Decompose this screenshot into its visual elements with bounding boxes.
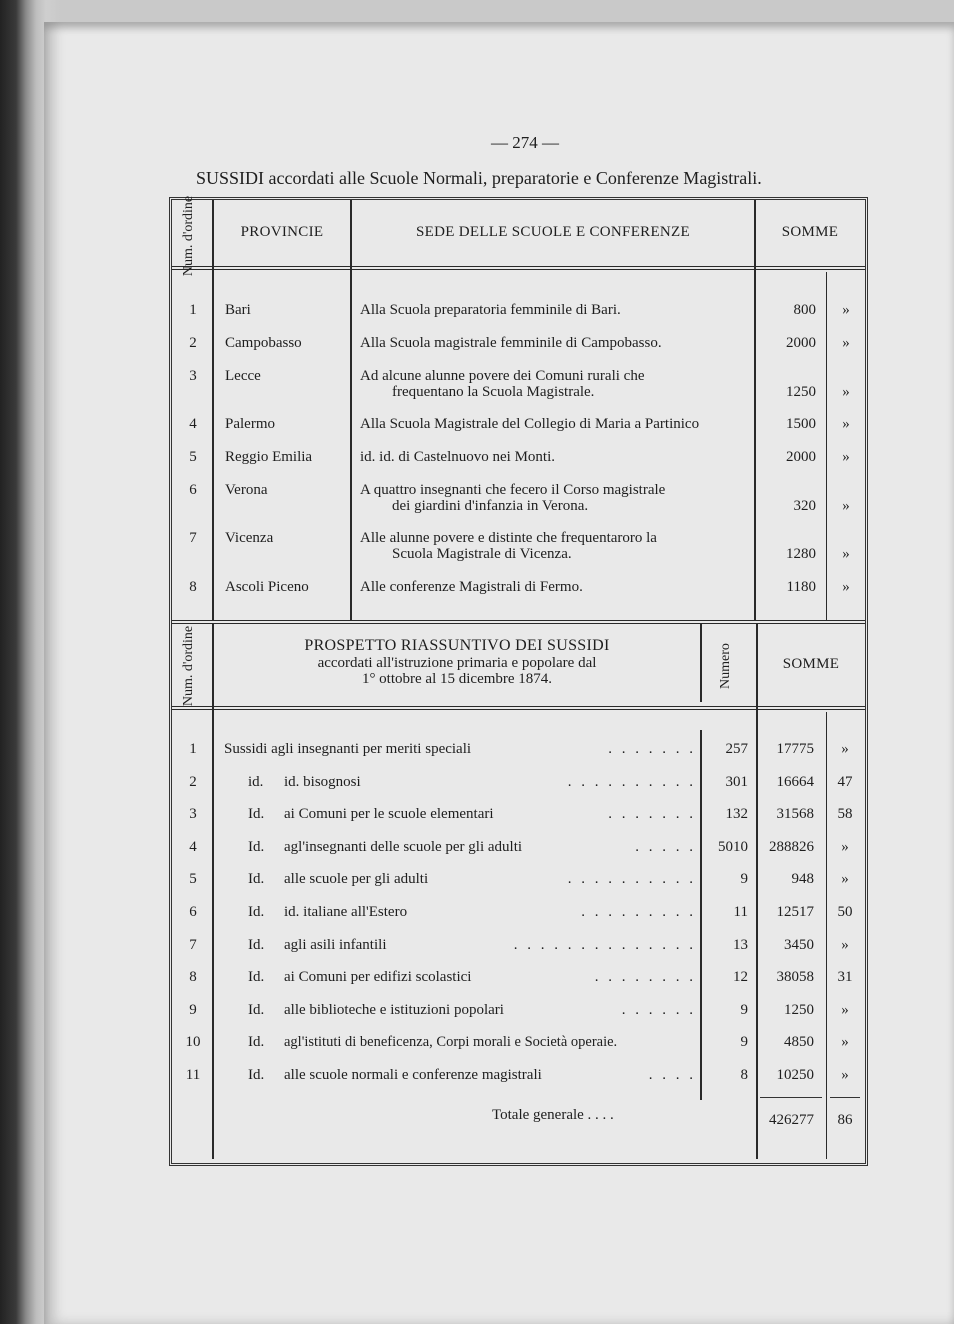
row-somma: 10250	[776, 1067, 814, 1083]
table1-divider	[350, 200, 352, 620]
row-number: 7	[189, 530, 197, 546]
row-description: Sussidi agli insegnanti per meriti speciali	[224, 741, 472, 757]
row-sede: Alle conferenze Magistrali di Fermo.	[360, 579, 583, 595]
row-number: 6	[189, 904, 197, 920]
row-somma: 4850	[784, 1034, 814, 1051]
row-dots: . . . . . . . . . .	[567, 773, 696, 790]
row-somma: 1250	[786, 384, 816, 400]
row-somma: 12517	[776, 904, 814, 920]
row-somma: 1500	[786, 416, 816, 432]
row-prefix: Id.	[248, 1067, 265, 1083]
row-description: agl'istituti di beneficenza, Corpi morali e Società operaie.	[284, 1034, 618, 1051]
row-dots: . . . . . .	[621, 1001, 696, 1018]
row-somma: 288826	[769, 838, 814, 855]
row-number: 7	[189, 936, 197, 953]
row-cent: 58	[837, 806, 853, 823]
row-provincia: Vicenza	[225, 530, 274, 546]
row-sede: Alle alunne povere e distinte che frequentaroro la	[360, 530, 657, 546]
table1-divider	[826, 272, 827, 620]
row-cent: »	[842, 449, 850, 465]
table2-divider	[700, 624, 702, 702]
row-provincia: Palermo	[225, 416, 275, 432]
total-label: Totale generale . . . .	[492, 1107, 614, 1123]
row-sede: Alla Scuola preparatoria femminile di Bari.	[360, 302, 621, 318]
row-number: 8	[189, 579, 197, 595]
row-description: alle biblioteche e istituzioni popolari	[284, 1001, 504, 1018]
row-numero: 5010	[718, 838, 748, 855]
row-number: 10	[185, 1034, 201, 1051]
row-cent: »	[841, 871, 849, 888]
row-dots: . . . . . . .	[608, 806, 696, 823]
row-somma: 948	[791, 871, 814, 888]
row-somma: 1280	[786, 546, 816, 562]
row-prefix: Id.	[248, 1001, 265, 1018]
row-cent: »	[842, 335, 850, 351]
total-rule	[760, 1097, 822, 1098]
row-cent: »	[842, 546, 850, 562]
row-prefix: Id.	[248, 1034, 265, 1051]
row-prefix: Id.	[248, 936, 265, 953]
row-sede: Alla Scuola Magistrale del Collegio di Maria a Partinico	[360, 416, 700, 432]
row-somma: 31568	[776, 806, 814, 823]
row-prefix: Id.	[248, 904, 265, 920]
total-somma: 426277	[769, 1112, 814, 1128]
row-cent: »	[841, 741, 849, 757]
row-sede: frequentano la Scuola Magistrale.	[392, 384, 595, 400]
row-somma: 1180	[786, 579, 816, 595]
table2-header-subtitle: 1° ottobre al 15 dicembre 1874.	[361, 671, 553, 687]
row-description: alle scuole per gli adulti	[284, 871, 429, 888]
row-numero: 8	[740, 1067, 748, 1083]
table1-header-provincie: PROVINCIE	[240, 224, 324, 240]
row-cent: »	[841, 838, 849, 855]
row-prefix: Id.	[248, 969, 265, 986]
row-description: agli asili infantili	[284, 936, 387, 953]
row-dots: . . . . . . .	[608, 741, 696, 757]
row-cent: 47	[837, 773, 853, 790]
table1-header-somme: SOMME	[781, 224, 839, 240]
table2-top-rule	[172, 620, 865, 624]
row-number: 11	[185, 1067, 201, 1083]
row-somma: 800	[793, 302, 816, 318]
row-somma: 16664	[776, 773, 814, 790]
row-prefix: Id.	[248, 871, 265, 888]
row-cent: »	[841, 1001, 849, 1018]
row-somma: 2000	[786, 335, 816, 351]
row-numero: 301	[725, 773, 748, 790]
total-rule	[830, 1097, 860, 1098]
row-cent: »	[842, 384, 850, 400]
row-number: 4	[189, 838, 197, 855]
row-dots: . . . . . . . .	[594, 969, 696, 986]
table1-header-num: Num. d'ordine	[181, 195, 196, 277]
row-numero: 9	[740, 871, 748, 888]
row-provincia: Reggio Emilia	[225, 449, 313, 465]
page-number: — 274 —	[491, 133, 559, 152]
row-number: 2	[189, 335, 197, 351]
row-cent: »	[842, 498, 850, 514]
row-dots: . . . . .	[635, 838, 696, 855]
row-cent: »	[842, 302, 850, 318]
row-sede: A quattro insegnanti che fecero il Corso magistrale	[360, 482, 666, 498]
row-provincia: Campobasso	[225, 335, 302, 351]
row-description: ai Comuni per le scuole elementari	[284, 806, 494, 823]
row-number: 1	[189, 741, 197, 757]
row-sede: dei giardini d'infanzia in Verona.	[392, 498, 589, 514]
row-number: 3	[189, 368, 197, 384]
row-cent: »	[841, 1067, 849, 1083]
row-provincia: Bari	[225, 302, 251, 318]
row-description: id. bisognosi	[284, 773, 361, 790]
row-cent: 50	[837, 904, 853, 920]
row-numero: 12	[733, 969, 748, 986]
row-cent: 31	[837, 969, 853, 986]
table2-header-subtitle: accordati all'istruzione primaria e popolare dal	[317, 655, 597, 671]
row-number: 3	[189, 806, 197, 823]
row-prefix: Id.	[248, 838, 265, 855]
row-somma: 320	[793, 498, 816, 514]
row-cent: »	[842, 416, 850, 432]
row-cent: »	[841, 1034, 849, 1051]
row-number: 9	[189, 1001, 197, 1018]
row-somma: 17775	[776, 741, 814, 757]
table2-header-num: Num. d'ordine	[181, 625, 196, 707]
row-prefix: id.	[248, 773, 264, 790]
table2-header-numero: Numero	[718, 643, 733, 689]
row-somma: 3450	[784, 936, 814, 953]
row-dots: . . . . . . . . .	[581, 904, 696, 920]
row-number: 5	[189, 871, 197, 888]
row-provincia: Ascoli Piceno	[225, 579, 309, 595]
row-description: alle scuole normali e conferenze magistrali	[284, 1067, 542, 1083]
row-description: agl'insegnanti delle scuole per gli adulti	[284, 838, 523, 855]
row-cent: »	[842, 579, 850, 595]
row-cent: »	[841, 936, 849, 953]
row-numero: 11	[733, 904, 748, 920]
row-dots: . . . . . . . . . .	[567, 871, 696, 888]
table1-divider	[754, 200, 756, 620]
row-provincia: Verona	[225, 482, 268, 498]
row-somma: 2000	[786, 449, 816, 465]
row-number: 6	[189, 482, 197, 498]
row-description: ai Comuni per edifizi scolastici	[284, 969, 472, 986]
row-sede: Alla Scuola magistrale femminile di Campobasso.	[360, 335, 662, 351]
row-sede: id. id. di Castelnuovo nei Monti.	[360, 449, 555, 465]
row-number: 5	[189, 449, 197, 465]
row-dots: . . . .	[648, 1067, 696, 1083]
row-dots: . . . . . . . . . . . . . .	[513, 936, 696, 953]
total-cent: 86	[837, 1112, 853, 1128]
row-description: id. italiane all'Estero	[284, 904, 408, 920]
table2-header-somme: SOMME	[782, 656, 840, 672]
row-number: 2	[189, 773, 197, 790]
row-sede: Scuola Magistrale di Vicenza.	[392, 546, 572, 562]
row-numero: 132	[725, 806, 748, 823]
row-numero: 257	[725, 741, 748, 757]
row-numero: 9	[740, 1001, 748, 1018]
row-somma: 1250	[784, 1001, 814, 1018]
row-somma: 38058	[776, 969, 814, 986]
row-numero: 9	[740, 1034, 748, 1051]
row-numero: 13	[733, 936, 748, 953]
table2-divider	[826, 712, 827, 1159]
table2-header-title: PROSPETTO RIASSUNTIVO DEI SUSSIDI	[304, 637, 610, 654]
table1-header-sede: SEDE DELLE SCUOLE E CONFERENZE	[416, 224, 690, 240]
table2-header-rule	[172, 706, 865, 710]
page-title: SUSSIDI accordati alle Scuole Normali, preparatorie e Conferenze Magistrali.	[196, 168, 762, 188]
row-sede: Ad alcune alunne povere dei Comuni rurali che	[360, 368, 645, 384]
row-prefix: Id.	[248, 806, 265, 823]
row-number: 8	[189, 969, 197, 986]
row-provincia: Lecce	[225, 368, 261, 384]
row-number: 4	[189, 416, 197, 432]
table1-header-rule	[172, 266, 865, 270]
row-number: 1	[189, 302, 197, 318]
